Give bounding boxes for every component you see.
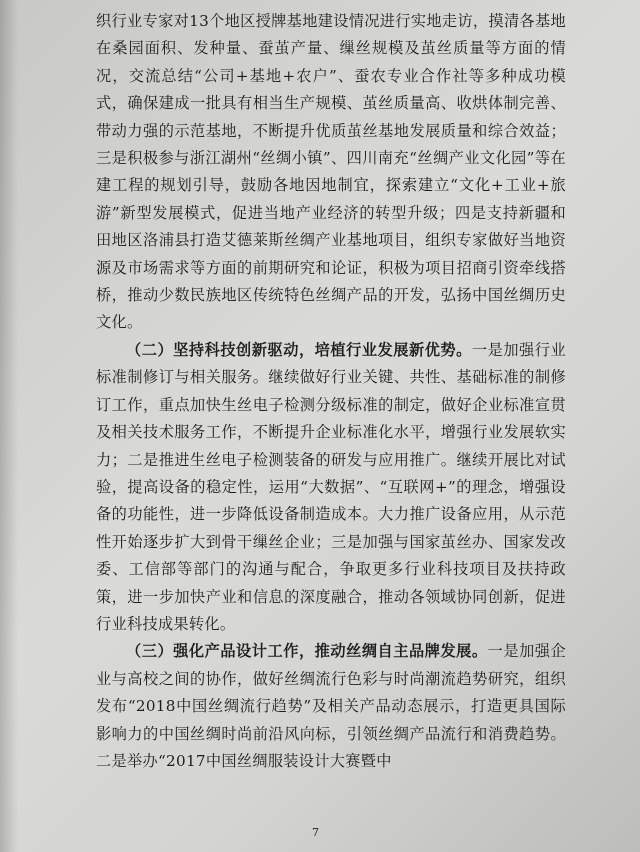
section-2-body: 一是加强行业标准制修订与相关服务。继续做好行业关键、共性、基础标准的制修订工作，重点加快生丝电子检测分级标准的制定，做好企业标准宣贯及相关技术服务工作，不断提升企业标准化水平，增强行业发展软实力；二是推进生丝电子检测装备的研发与应用推广。继续开展比对试验，提高设备的稳定性，运用“大数据”、“互联网+”的理念，增强设备的功能性，进一步降低设备制造成本。大力推广设备应用，从示范性开始逐步扩大到骨干缫丝企业；三是加强与国家茧丝办、国家发改委、工信部等部门的沟通与配合，争取更多行业科技项目及扶持政策，进一步加快产业和信息的深度融合，推动各领域协同创新，促进行业科技成果转化。 [96, 340, 566, 633]
paragraph-section-3 [96, 638, 566, 775]
section-3-body: 一是加强企业与高校之间的协作，做好丝绸流行色彩与时尚潮流趋势研究，组织发布“2018中国丝绸流行趋势”及相关产品动态展示，打造更具国际影响力的中国丝绸时尚前沿风向标，引领丝绸产品流行和消费趋势。二是举办“2017中国丝绸服装设计大赛暨中 [96, 642, 567, 770]
section-2-heading: （二）坚持科技创新驱动，培植行业发展新优势。 [126, 340, 472, 359]
body-text [96, 8, 566, 775]
page-number: 7 [312, 826, 319, 839]
section-3-heading: （三）强化产品设计工作，推动丝绸自主品牌发展。 [126, 642, 488, 661]
paragraph-continued: 织行业专家对13个地区授牌基地建设情况进行实地走访，摸清各基地在桑园面积、发种量、蚕茧产量、缫丝规模及茧丝质量等方面的情况，交流总结“公司+基地+农户”、蚕农专业合作社等多种成功模式，确保建成一批具有相当生产规模、茧丝质量高、收烘体制完善、带动力强的示范基地，不断提升优质茧丝基地发展质量和综合效益；三是积极参与浙江湖州“丝绸小镇”、四川南充“丝绸产业文化园”等在建工程的规划引导，鼓励各地因地制宜，探索建立“文化+工业+旅游”新型发展模式，促进当地产业经济的转型升级；四是支持新疆和田地区洛浦县打造艾德莱斯丝绸产业基地项目，组织专家做好当地资源及市场需求等方面的前期研究和论证，积极为项目招商引资牵线搭桥，推动少数民族地区传统特色丝绸产品的开发，弘扬中国丝绸历史文化。 [96, 12, 566, 332]
page-edge-shadow [0, 0, 18, 852]
paragraph-section-2 [96, 337, 566, 638]
